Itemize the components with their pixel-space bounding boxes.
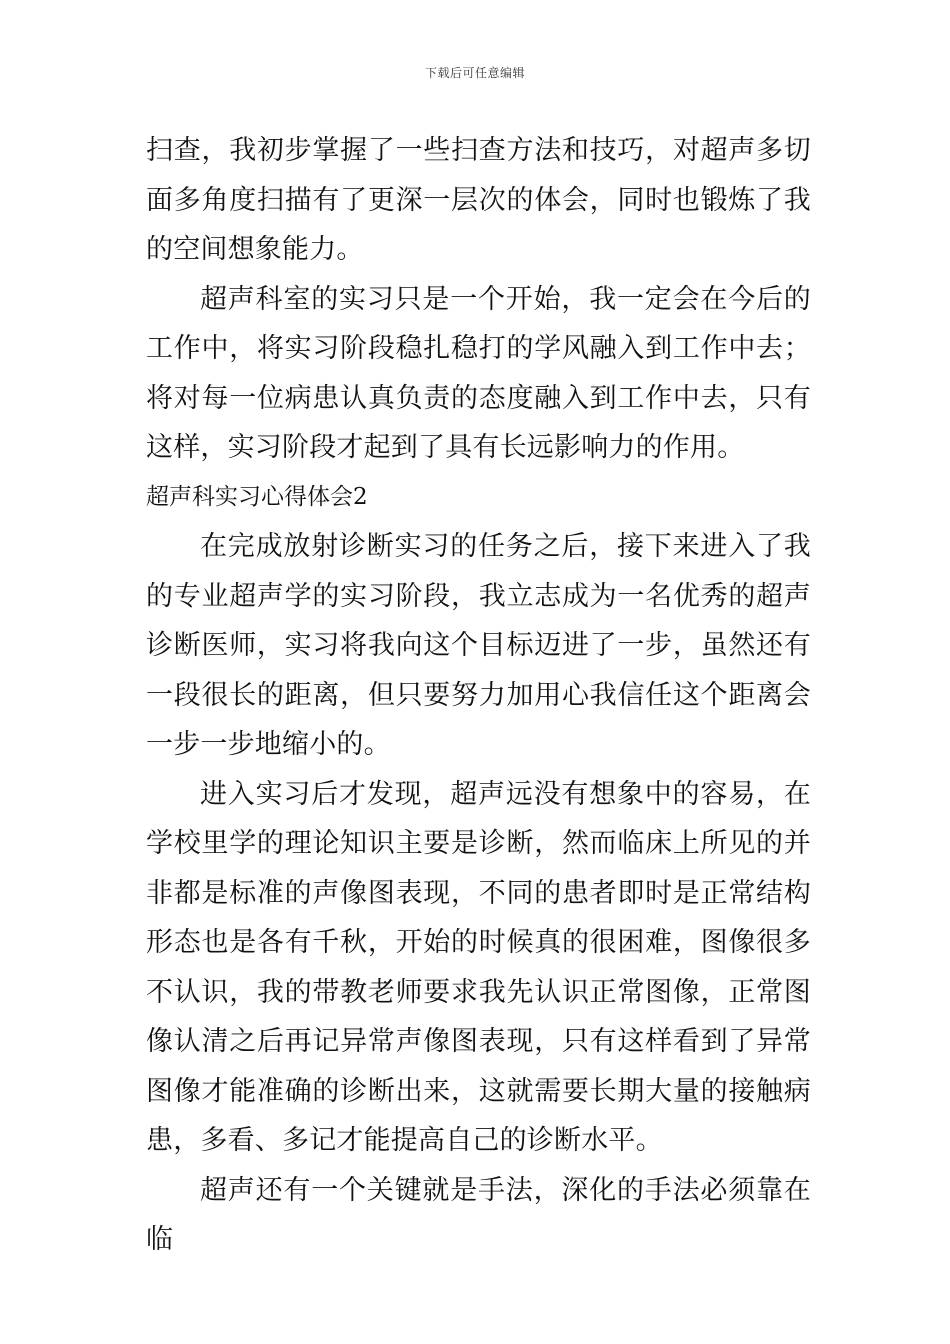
paragraph-continuation: 扫查，我初步掌握了一些扫查方法和技巧，对超声多切面多角度扫描有了更深一层次的体会，同时也锻炼了我的空间想象能力。	[146, 135, 811, 265]
paragraph-internship-start: 超声科室的实习只是一个开始，我一定会在今后的工作中，将实习阶段稳扎稳打的学风融入到工作中去；将对每一位病患认真负责的态度融入到工作中去，只有这样，实习阶段才起到了具有长远影响力的作用。	[146, 283, 811, 463]
paragraph-technique: 超声还有一个关键就是手法，深化的手法必须靠在临	[146, 1174, 811, 1255]
document-body	[146, 126, 811, 1265]
section-title: 超声科实习心得体会2	[146, 483, 368, 510]
paragraph-entering-internship: 进入实习后才发现，超声远没有想象中的容易，在学校里学的理论知识主要是诊断，然而临床上所见的并非都是标准的声像图表现，不同的患者即时是正常结构形态也是各有千秋，开始的时候真的很困难，图像很多不认识，我的带教老师要求我先认识正常图像，正常图像认清之后再记异常声像图表现，只有这样看到了异常图像才能准确的诊断出来，这就需要长期大量的接触病患，多看、多记才能提高自己的诊断水平。	[146, 778, 811, 1156]
page-header-note: 下载后可任意编辑	[424, 66, 525, 80]
paragraph-after-radiology: 在完成放射诊断实习的任务之后，接下来进入了我的专业超声学的实习阶段，我立志成为一名优秀的超声诊断医师，实习将我向这个目标迈进了一步，虽然还有一段很长的距离，但只要努力加用心我信任这个距离会一步一步地缩小的。	[146, 531, 811, 760]
